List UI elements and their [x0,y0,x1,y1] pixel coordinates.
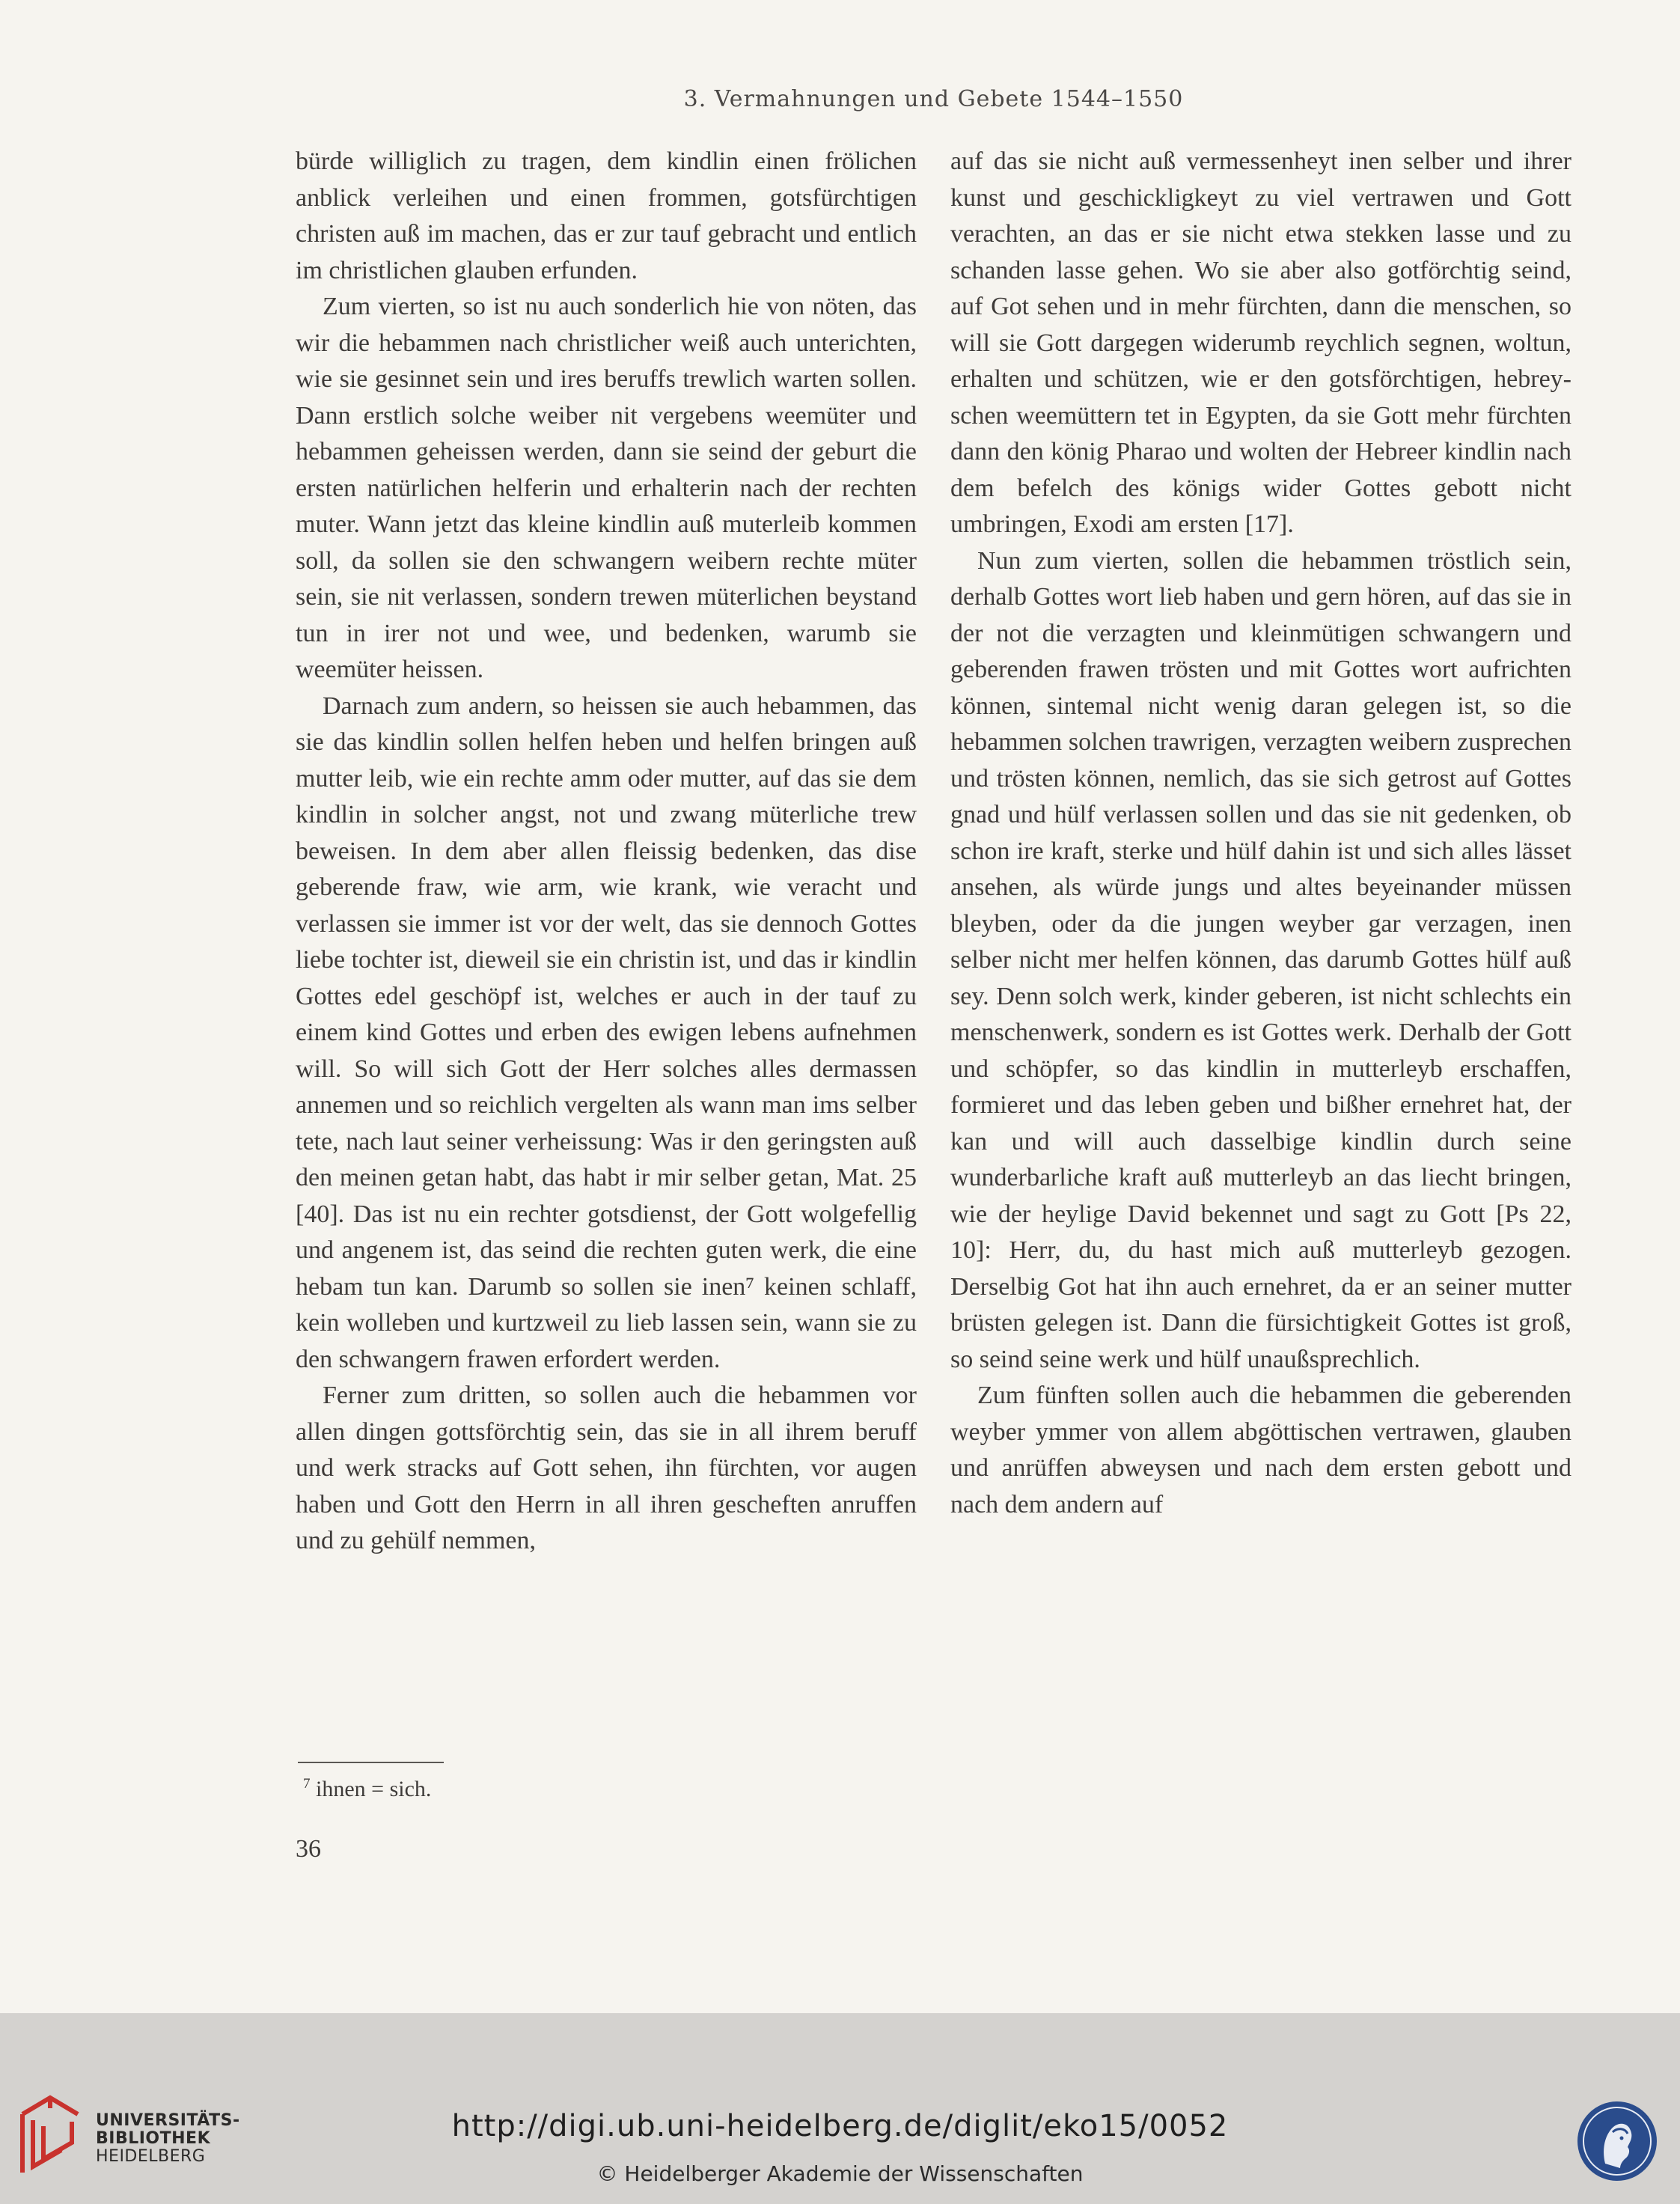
footnote-rule [298,1762,444,1763]
paragraph: Nun zum vierten, sollen die hebammen tröstlich sein, derhalb Gottes wort lieb haben und gern hören, auf das sie in der not die verzagten und kleinmütigen schwangern und geberenden frawen trösten und mit Gottes wort aufrichten können, sintemal nicht wenig daran gelegen ist, so die hebammen solchen trawrigen, verzagten weibern zusprechen und trösten können, nemlich, das sie sich getrost auf Gottes gnad und hülf verlassen sollen und das sie nit gedenken, ob schon ire kraft, sterke und hülf dahin ist und sich alles lässet ansehen, als würde jungs und altes beyeinander müssen bleyben, oder da die jungen weyber gar verzagen, inen selber nicht mer helfen können, das darumb Gottes hülf auß sey. Denn solch werk, kinder geberen, ist nicht schlechts ein menschenwerk, sondern es ist Gottes werk. Derhalb der Gott und schöpfer, so das kindlin in mutterleyb erschaffen, formieret und das leben geben und bißher ernehret hat, der kan und will auch dasselbige kindlin durch seine wunderbarliche kraft auß mutterleyb an das liecht bringen, wie der heylige David bekennet und sagt zu Gott [Ps 22, 10]: Herr, du, du hast mich auß mutterleyb gezogen. Derselbig Got hat ihn auch ernehret, da er an seiner mutter brüsten gelegen ist. Dann die fürsichtigkeit Gottes ist groß, so seind seine werk und hülf unaußsprechlich. [950,546,1571,1373]
footnote-marker: 7 [303,1776,311,1792]
footnote-text: ihnen = sich. [310,1777,432,1801]
paragraph: auf das sie nicht auß vermessenheyt inen selber und ihrer kunst und geschickligkeyt zu viel vertrawen und Gott verachten, an das er sie nicht etwa stekken lasse und zu schanden lasse gehen. Wo sie aber also gotförchtig seind, auf Got sehen und in mehr fürchten, dann die menschen, so will sie Gott dargegen widerumb reychlich segnen, woltun, erhalten und schützen, wie er den gotsförchtigen, hebreyschen weemüttern tet in Egypten, da sie Gott mehr fürchten dann den könig Pharao und wolten der Hebreer kindlin nach dem befelch des königs wider Gottes gebott nicht umbringen, Exodi am ersten [17]. [950,147,1571,538]
page-number: 36 [296,1835,321,1863]
paragraph: Ferner zum dritten, so sollen auch die hebammen vor allen dingen gottsförchtig sein, das sie in all ihrem beruff und werk stracks auf Gott sehen, ihn fürchten, vor augen haben und Gott den Herrn in all ihren gescheften anruffen und zu gehülf nemmen, [296,1382,917,1554]
academy-seal-icon[interactable] [1575,2099,1659,2183]
copyright-notice: © Heidelberger Akademie der Wissenschaften [596,2161,1084,2186]
paragraph: Zum fünften sollen auch die hebammen die geberenden weyber ymmer von allem abgöttischen vertrawen, glauben und anrüffen abweysen und nach dem ersten gebott und nach dem andern auf [950,1382,1571,1518]
library-name-line3: HEIDELBERG [96,2147,206,2166]
paragraph: Zum vierten, so ist nu auch sonderlich hie von nöten, das wir die hebammen nach christlicher weiß auch unterichten, wie sie gesinnet sein und ires beruffs trewlich warten sollen. Dann erstlich solche weiber nit vergebens weemüter und hebammen geheissen werden, dann sie seind der geburt die ersten natürlichen helferin und erhalterin nach der rechten muter. Wann jetzt das kleine kindlin auß muterleib kommen soll, da sollen sie den schwangern weibern rechte müter sein, sie nit verlassen, sondern trewen müterlichen beystand tun in irer not und wee, und bedenken, warumb sie weemüter heissen. [296,293,917,683]
left-column [296,144,917,1560]
paragraph: bürde williglich zu tragen, dem kindlin einen frölichen anblick verleihen und einen frommen, gotsfürchtigen christen auß im machen, das er zur tauf gebracht und entlich im christlichen glauben erfunden. [296,147,917,284]
paragraph: Darnach zum andern, so heissen sie auch hebammen, das sie das kindlin sollen helfen heben und helfen bringen auß mutter leib, wie ein rechte amm oder mutter, auf das sie dem kindlin in solcher angst, not und zwang müterliche trew beweisen. In dem aber allen fleissig bedenken, das dise geberende fraw, wie arm, wie krank, wie veracht und verlassen sie immer ist vor der welt, das sie dennoch Gottes liebe tochter ist, dieweil sie ein christin ist, und das ir kindlin Gottes edel geschöpf ist, welches er auch in der tauf zu einem kind Gottes und erben des ewigen lebens aufnehmen will. So will sich Gott der Herr solches alles dermassen annemen und so reichlich vergelten als wann man ims selber tete, nach laut seiner verheissung: Was ir den geringsten auß den meinen getan habt, das habt ir mir selber getan, Mat. 25 [40]. Das ist nu ein rechter gotsdienst, der Gott wolgefellig und angenem ist, das seind die rechten guten werk, die eine hebam tun kan. Darumb so sollen sie inen⁷ keinen schlaff, kein wolleben und kurtzweil zu lieb lassen sein, wann sie zu den schwangern frawen erfordert werden. [296,692,917,1373]
library-name-line1: UNIVERSITÄTS- [96,2111,240,2130]
running-head: 3. Vermahnungen und Gebete 1544–1550 [683,86,1184,112]
footnote [303,1776,431,1802]
library-name-line2: BIBLIOTHEK [96,2129,211,2148]
right-column [950,144,1571,1523]
permalink-url[interactable]: http://digi.ub.uni-heidelberg.de/diglit/eko15/0052 [451,2109,1229,2143]
